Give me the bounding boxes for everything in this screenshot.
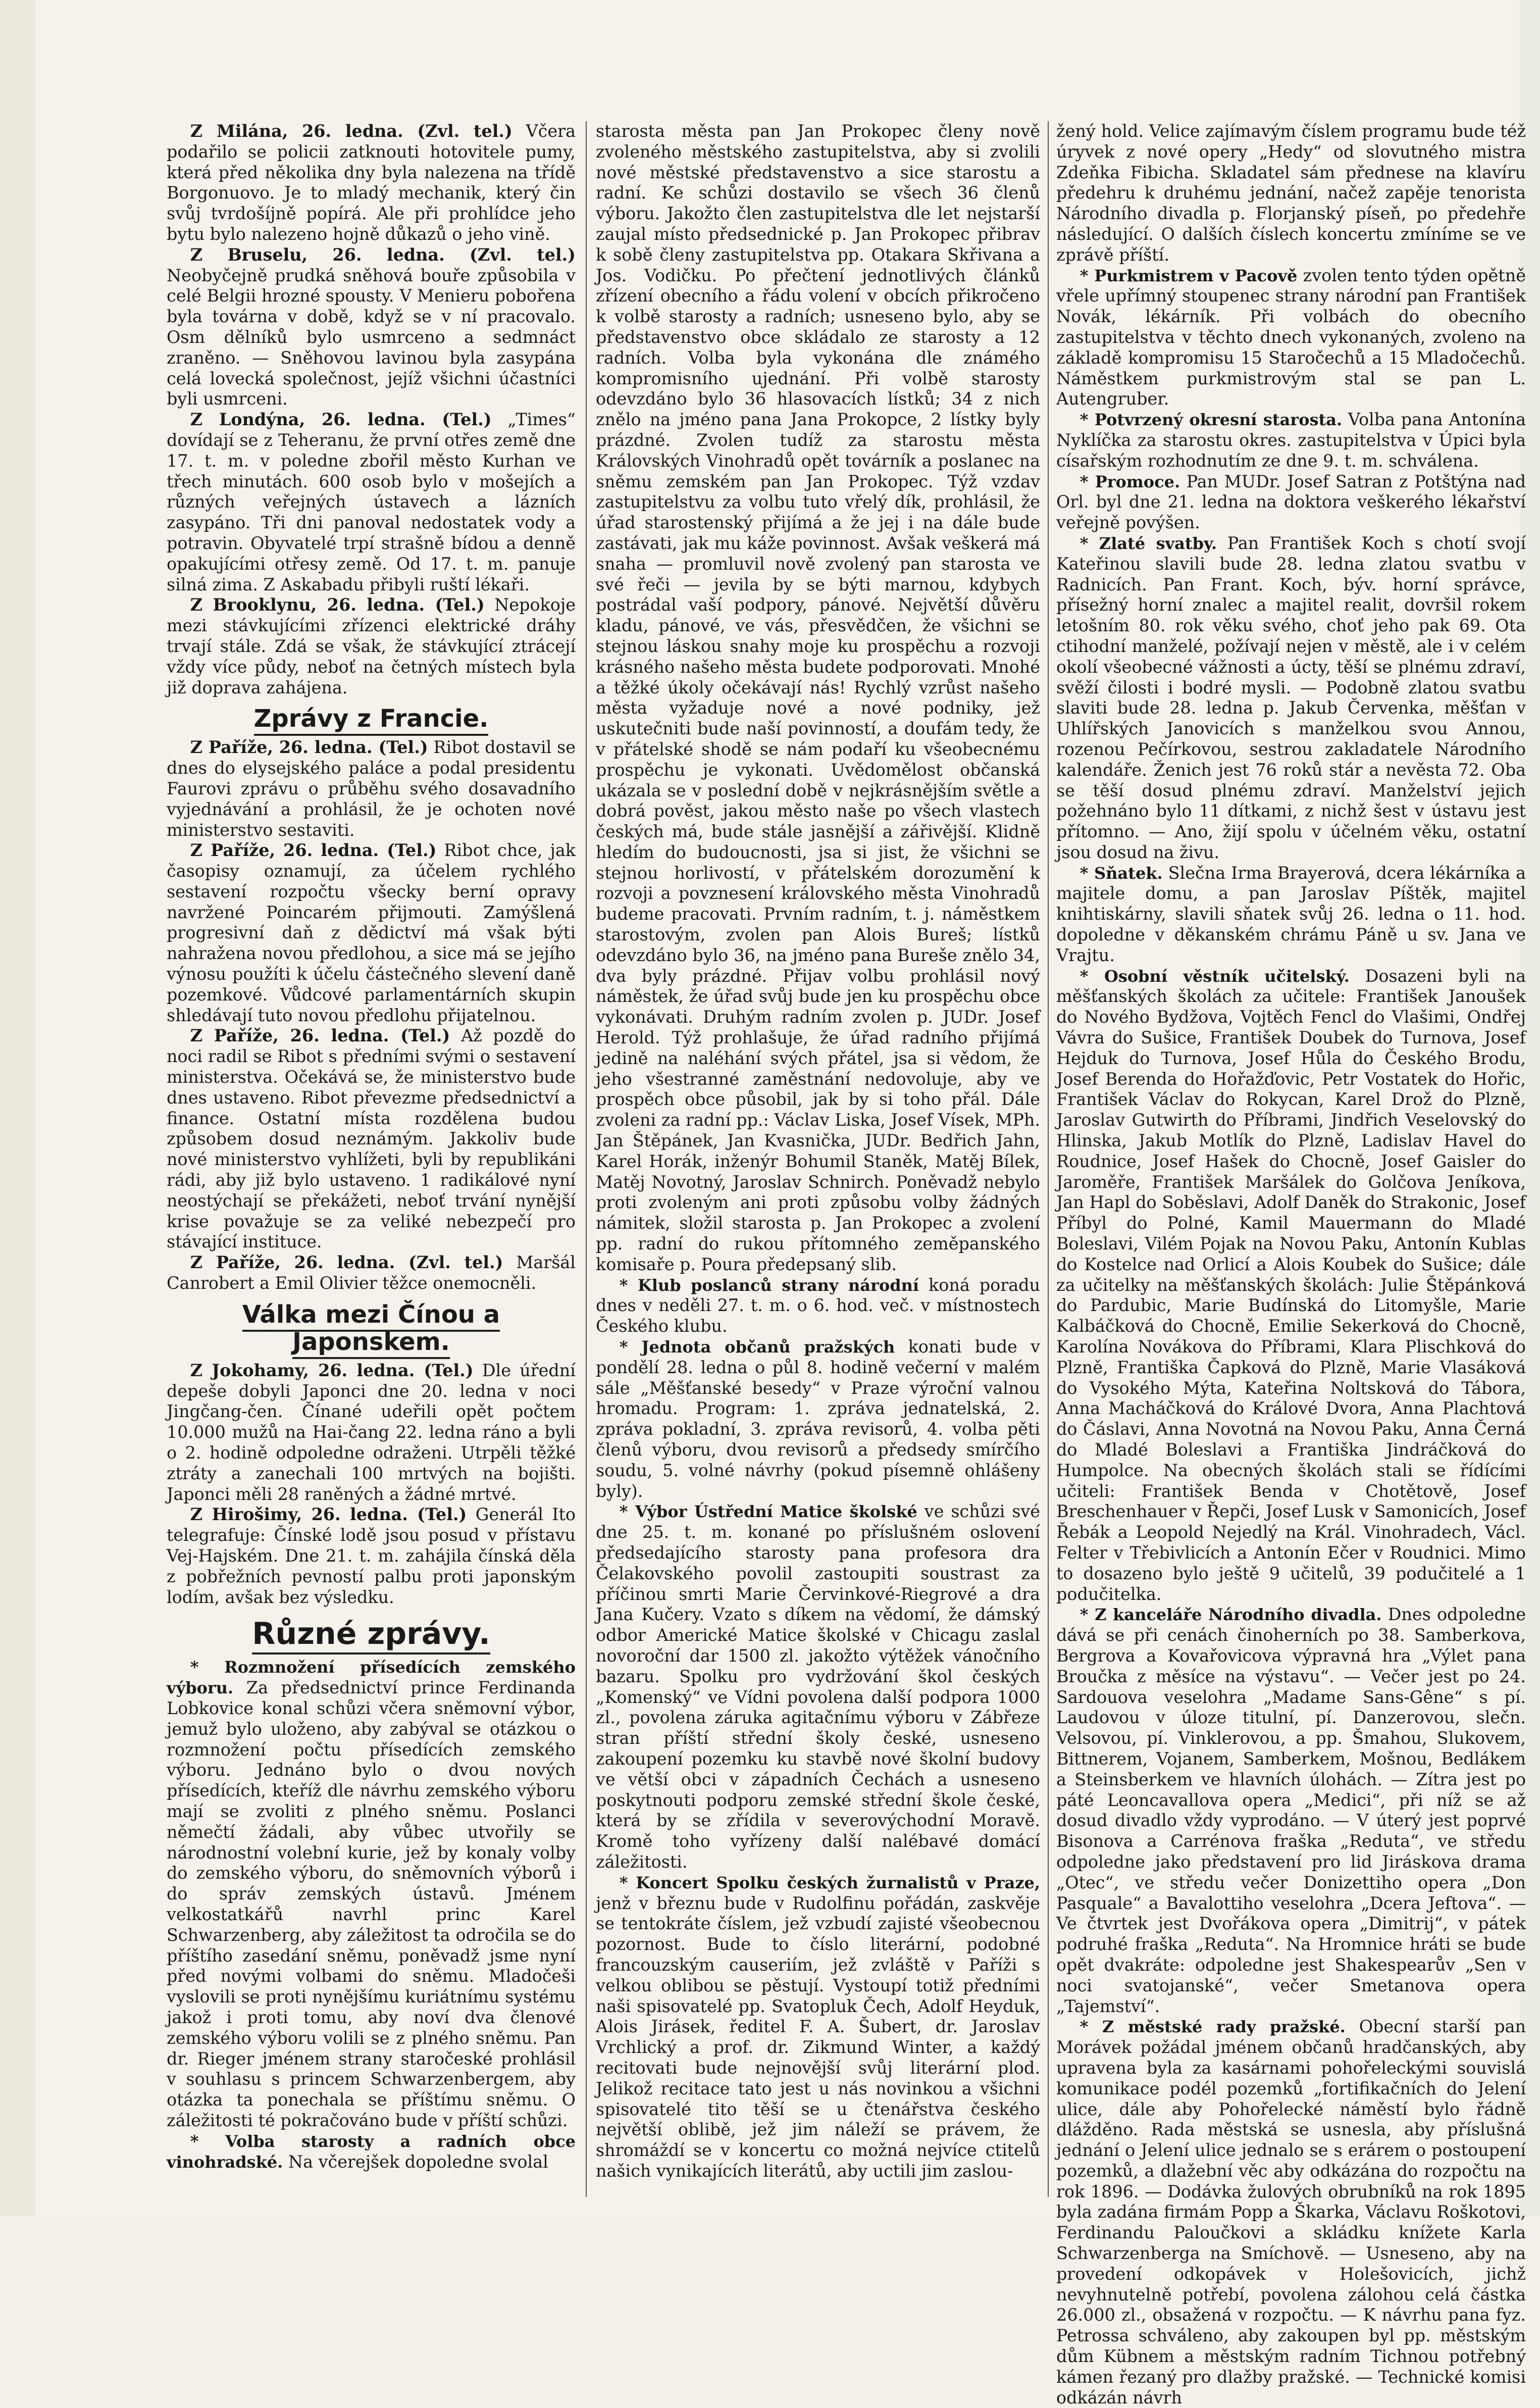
news-item-brussels: Z Bruselu, 26. ledna. (Zvl. tel.) Neobyčejně prudká sněhová bouře způsobila v celé Belgii hrozné spousty. V Menieru pobořena byla továrna v době, když se v ní pracovalo. Osm dělníků bylo usmrceno a sedmnáct zraněno. — Sněhovou lavinou byla zasypána celá lovecká společnost, jejíž všichni účastníci byli usmrceni.	[167, 244, 576, 409]
column-left	[167, 121, 576, 2197]
column-right	[1056, 121, 1526, 2407]
news-item-narodni-divadlo: * Z kanceláře Národního divadla. Dnes odpoledne dává se při cenách činoherních po 38. Samberkova, Bergrova a Kovařovicova výpravná hra „Výlet pana Broučka z měsíce na výstavu“. — Večer jest po 24. Sardouova veselohra „Madame Sans-Gêne“ s pí. Laudovou v úloze titulní, pí. Danzerovou, slečn. Velsovou, pí. Vinklerovou, a pp. Šmahou, Slukovem, Bittnerem, Vojanem, Samberkem, Mošnou, Bedlákem a Steinsberkem ve hlavních úlohách. — Zítra jest po páté Leoncavallova opera „Medici“, při níž se až dosud divadlo vždy vyprodáno. — V úterý jest poprvé Bisonova a Carrénova fraška „Reduta“, ve středu odpoledne jako představení pro lid Jiráskova drama „Otec“, ve středu večer Donizettiho opera „Don Pasquale“ a Bavalottiho veselohra „Dcera Jeftova“. — Ve čtvrtek jest Dvořákova opera „Dimitrij“, v pátek podruhé fraška „Reduta“. Na Hromnice hráti se bude opět dvakráte: odpoledne jest Shakespearův „Sen v noci svatojanské“, večer Smetanova opera „Tajemství“.	[1056, 1604, 1526, 2016]
news-item-yokohama: Z Jokohamy, 26. ledna. (Tel.) Dle úřední depeše dobyli Japonci dne 20. ledna v noci Jingčang-čen. Čínané udeřili opět počtem 10.000 mužů na Hai-čang 22. ledna ráno a byli o 2. hodině odpoledne odraženi. Utrpěli těžké ztráty a zanechali 100 mrtvých na bojišti. Japonci měli 28 raněných a žádné mrtvé.	[167, 1360, 576, 1504]
news-item-milan: Z Milána, 26. ledna. (Zvl. tel.) Včera podařilo se policii zatknouti hotovitele pumy, která před několika dny byla nalezena na třídě Borgonuovo. Je to mladý mechanik, který čin svůj tvrdošíjně popírá. Ale při prohlídce jeho bytu bylo nalezeno hojně důkazů o jeho vině.	[167, 121, 576, 244]
news-item-zlate-svatby: * Zlaté svatby. Pan František Koch s chotí svojí Kateřinou slavili bude 28. ledna zlatou svatbu v Radnicích. Pan Frant. Koch, býv. horní správce, přísežný horní znalec a majitel realit, dovršil rokem letošním 80. rok věku svého, choť jeho pak 69. Ota ctihodní manželé, požívají nejen v městě, ale i v celém okolí všeobecné vážnosti a úcty, těší se plnému zdraví, svěží čilosti i bodré mysli. — Podobně zlatou svatbu slaviti bude 28. ledna p. Jakub Červenka, měšťan v Uhlířských Janovicích s manželkou svou Annou, rozenou Pečírkovou, sestrou zakladatele Národního kalendáře. Ženich jest 76 roků stár a nevěsta 72. Oba se těší dosud plnému zdraví. Manželství jejich požehnáno bylo 11 dítkami, z nichž šest v ústavu jest přítomno. — Ano, žijí spolu v účelném věku, ostatní jsou dosud na živu.	[1056, 533, 1526, 862]
column-rule-right	[1048, 121, 1049, 2197]
column-rule-left	[586, 121, 587, 2197]
news-item-okresni-starosta: * Potvrzený okresní starosta. Volba pana Antonína Nyklíčka za starostu okres. zastupitelstva v Úpici byla císařským rozhodnutím ze dne 9. t. m. schválena.	[1056, 410, 1526, 471]
news-item-volba-starosty: * Volba starosty a radních obce vinohradské. Na včerejšek dopoledne svolal	[167, 2131, 576, 2172]
news-item-zemsky-vybor: * Rozmnožení přísedících zemského výboru. Za předsednictví prince Ferdinanda Lobkovice konal schůzi včera sněmovní výbor, jemuž bylo uloženo, aby zabýval se otázkou o rozmnožení počtu přísedících zemského výboru. Jednáno bylo o dvou nových přísedících, kteříž dle návrhu zemského výboru mají se zvoliti z plného sněmu. Poslanci němečtí žádali, aby vůbec utvořily se národnostní volební kurie, jež by konaly volby do zemského výboru, do sněmovních výborů i do správ zemských ústavů. Jménem velkostatkářů navrhl princ Karel Schwarzenberg, aby záležitost ta odročila se do příštího zasedání sněmu, poněvadž jsme nyní před novými volbami do sněmu. Mladočeši vyslovili se proti nynějšímu kuriátnímu systému jakož i proti tomu, aby noví dva členové zemského výboru volili se z plného sněmu. Pan dr. Rieger jménem strany staročeské prohlásil v souhlasu s princem Schwarzenbergem, aby otázka ta ponechala se příštímu sněmu. O záležitosti té pokračováno bude v příští schůzi.	[167, 1658, 576, 2130]
section-heading-misc: Různé zprávy.	[167, 1617, 576, 1651]
news-item-mestska-rada: * Z městské rady pražské. Obecní starší pan Morávek požádal jménem občanů hradčanských, aby upravena byla za kasárnami pohořeleckými souvislá komunikace podél pozemků „fortifikačních do Jelení ulice, dále aby Pohořelecké náměstí bylo řádně dlážděno. Rada městská se usnesla, aby příslušná jednání o Jelení ulice jednalo se s erárem o postoupení pozemků, a dlažební věc aby odkázána do rozpočtu na rok 1896. — Dodávka žulových obrubníků na rok 1895 byla zadána firmám Popp a Škarka, Václavu Roškotovi, Ferdinandu Paloučkovi a skládku knížete Karla Schwarzenberga na Smíchově. — Usneseno, aby na provedení odkopávek v Holešovicích, jichž nevyhnutelně potřebí, povolena zálohou celá částka 26.000 zl., obsažená v rozpočtu. — K návrhu pana fyz. Petrossa schváleno, aby zakoupen byl pp. městským dům Kübnem a městským radním Tichnou potřebný kámen řezaný pro dlažby pražské. — Technické komisi odkázán návrh	[1056, 2017, 1526, 2407]
column-middle	[596, 121, 1040, 2197]
news-item-london: Z Londýna, 26. ledna. (Tel.) „Times“ dovídají se z Teheranu, že první otřes země dne 17. t. m. v poledne zbořil město Kurhan ve třech minutách. 600 osob bylo v mošejích a různých veřejných ústavech a lázních zasypáno. Tři dni panoval nedostatek vody a potravin. Obyvatelé trpí strašně bídou a denně opakujícími otřesy země. Od 17. t. m. panuje silná zima. Z Askabadu přibyli ruští lékaři.	[167, 410, 576, 594]
news-item-matice-skolska: * Výbor Ústřední Matice školské ve schůzi své dne 25. t. m. konané po příslušném oslovení předsedajícího starosty pana profesora dra Čelakovského povolil zastoupiti soustrast za příčinou smrti Marie Červinkové-Riegrové a dra Jana Kučery. Vzato s díkem na vědomí, že dámský odbor Americké Matice školské v Chicagu zaslal novoroční dar 1500 zl. jakožto výtěžek vánočního bazaru. Spolku pro vydržování škol českých „Komenský“ ve Vídni povolena další podpora 1000 zl., povolena záruka agitačnímu výboru v Zábřeze stran příští střední školy české, usneseno zakoupení pozemku ku stavbě nové školní budovy ve větší obci v západních Čechách a usneseno poskytnouti podporu zemské střední škole české, která by se zřídila v severovýchodní Moravě. Kromě toho vyřízeny další nalébavé domácí záležitosti.	[596, 1501, 1041, 1872]
news-item-koncert-zurnalistu: * Koncert Spolku českých žurnalistů v Praze, jenž v březnu bude v Rudolfinu pořádán, zaskvěje se tentokráte číslem, jež vzbudí zajisté všeobecnou pozornost. Bude to číslo literární, podobné francouzským causeriím, jež zvláště v Paříži s velkou oblibou se pěstují. Vystoupí totiž předními naši spisovatelé pp. Svatopluk Čech, Adolf Heyduk, Alois Jirásek, ředitel F. A. Šubert, dr. Jaroslav Vrchlický a prof. dr. Zikmund Winter, a každý recitovati bude nejnovější svůj literární plod. Jelikož recitace tato jest u nás novinkou a všichni spisovatelé tito těší se u čtenářstva českého největší oblibě, jež jim náleží se právem, že shromáždí se v koncertu co možná nejvíce ctitelů našich vynikajících literátů, aby uctili jim zaslou-	[596, 1873, 1040, 2181]
news-item-vestnik-ucitelsky: * Osobní věstník učitelský. Dosazeni byli na měšťanských školách za učitele: František Janoušek do Nového Bydžova, Vojtěch Fencl do Vlašimi, Ondřej Vávra do Sušice, František Doubek do Turnova, Josef Hejduk do Turnova, Josef Hůla do Českého Brodu, Josef Berenda do Hořažďovic, Petr Vostatek do Hořic, František Václav do Rokycan, Karel Drož do Plzně, Jaroslav Gutwirth do Příbrami, Jindřich Veselovský do Hlinska, Jakub Motlík do Plzně, Ladislav Havel do Roudnice, Josef Hašek do Chocně, Josef Gaisler do Jaroměře, František Maršálek do Golčova Jeníkova, Jan Hapl do Soběslavi, Adolf Daněk do Strakonic, Josef Příbyl do Polné, Kamil Mauermann do Mladé Boleslavi, Vilém Pojak na Novou Paku, Antonín Kublas do Kostelce nad Orlicí a Alois Koubek do Sušice; dále za učitelky na měšťanských školách: Julie Štěpánková do Pardubic, Marie Budínská do Litomyšle, Marie Kalbáčková do Chocně, Emilie Sekerková do Chocně, Karolína Novákova do Příbrami, Klara Plischková do Plzně, Františka Čapková do Plzně, Marie Vlasáková do Vysokého Mýta, Kateřina Noltsková do Tábora, Anna Macháčková do Králové Dvora, Anna Plachtová do Čáslavi, Anna Novotná na Novou Paku, Anna Černá do Mladé Boleslavi a Františka Jindráčková do Humpolce. Na obecných školách stali se řídícími učiteli: František Benda v Chotětově, Josef Breschenhauer v Řepči, Josef Lusk v Samonicích, Josef Řebák a Leopold Nejedlý na Král. Vinohradech, Václ. Felter v Třebivlicích a Antonín Ečer v Roudnici. Mimo to dosazeno bylo ještě 9 učitelů, 39 podučitelé a 1 podučitelka.	[1056, 966, 1526, 1604]
news-item-purkmistr-pacov: * Purkmistrem v Pacově zvolen tento týden opětně vřele upřímný stoupenec strany národní pan František Novák, lékárník. Při volbách do obecního zastupitelstva v těchto dnech vykonaných, zvoleno na základě kompromisu 15 Staročechů a 15 Mladočechů. Náměstkem purkmistrovým stal se pan L. Autengruber.	[1056, 265, 1526, 409]
section-heading-war: Válka mezi Čínou a Japonskem.	[167, 1301, 576, 1356]
news-item-promoce: * Promoce. Pan MUDr. Josef Satran z Potštýna nad Orl. byl dne 21. ledna na doktora veškerého lékařství veřejně povýšen.	[1056, 471, 1526, 533]
news-item-jednota-obcanu: * Jednota občanů pražských konati bude v pondělí 28. ledna o půl 8. hodině večerní v malém sále „Měšťanské besedy“ v Praze výroční valnou hromadu. Program: 1. zpráva jednatelská, 2. zpráva pokladní, 3. zpráva revisorů, 4. volba pěti členů výboru, dvou revisorů a předsedy smírčího soudu, 5. volné návrhy (pokud písemně ohlášeny byly).	[596, 1337, 1040, 1501]
news-item-paris-2: Z Paříže, 26. ledna. (Tel.) Ribot chce, jak časopisy oznamují, za účelem rychlého sestavení rozpočtu všecky berní opravy navržené Poincarém přijmouti. Zamýšlená progresivní daň z dědictví má však býti nahražena novou předlohou, a sice má se jejího výnosu použíti k účelu částečného slevení daně pozemkové. Vůdcové parlamentárních skupin shledávají tuto novou předlohu přijatelnou.	[167, 840, 576, 1025]
page-margin-left	[0, 0, 35, 2217]
news-item-hiroshima: Z Hirošimy, 26. ledna. (Tel.) Generál Ito telegrafuje: Čínské lodě jsou posud v přístavu Vej-Hajském. Dne 21. t. m. zahájila čínská děla z pobřežních pevností palbu proti japonským lodím, avšak bez výsledku.	[167, 1504, 576, 1607]
news-item-paris-4: Z Paříže, 26. ledna. (Zvl. tel.) Maršál Canrobert a Emil Olivier těžce onemocněli.	[167, 1252, 576, 1293]
news-item-brooklyn: Z Brooklynu, 26. ledna. (Tel.) Nepokoje mezi stávkujícími zřízenci elektrické dráhy trvají stále. Zdá se však, že stávkující ztrácejí vždy více půdy, neboť na četných místech byla již doprava zahájena.	[167, 595, 576, 697]
news-item-paris-1: Z Paříže, 26. ledna. (Tel.) Ribot dostavil se dnes do elysejského paláce a podal presidentu Faurovi zprávu o průběhu svého dosavadního vyjednávání a prohlásil, že je ochoten nové ministerstvo sestaviti.	[167, 737, 576, 840]
news-item-klub-poslancu: * Klub poslanců strany národní koná poradu dnes v neděli 27. t. m. o 6. hod. več. v místnostech Českého klubu.	[596, 1275, 1041, 1336]
news-item-paris-3: Z Paříže, 26. ledna. (Tel.) Až pozdě do noci radil se Ribot s předními svými o sestavení ministerstva. Očekává se, že ministerstvo bude dnes ustaveno. Ribot převezme předsednictví a finance. Ostatní místa rozdělena budou způsobem dosud neznámým. Jakkoliv bude nové ministerstvo vyhlížeti, byli by republikáni rádi, aby již bylo ustaveno. 1 radikálové nyní neostýchají se překážeti, neboť trvání nynější krise považuje se za veliké nebezpečí pro stávající instituce.	[167, 1026, 576, 1252]
news-item-vinohrady-continued: starosta města pan Jan Prokopec členy nově zvoleného městského zastupitelstva, aby si zvolili nové městské představenstvo a sice starostu a radní. Ke schůzi dostavilo se všech 36 členů výboru. Jakožto člen zastupitelstva dle let nejstarší zaujal místo předsednické p. Jan Prokopec přibrav k sobě členy zastupitelstva pp. Otakara Skřivana a Jos. Vodičku. Po přečtení jednotlivých článků zřízení obecního a řádu volení v obcích přikročeno k volbě starosty a radních; usneseno bylo, aby se představenstvo obce skládalo ze starosty a 12 radních. Volba byla vykonána dle známého kompromisního ujednání. Při volbě starosty odevzdáno bylo 36 hlasovacích lístků; 34 z nich znělo na jméno pana Jana Prokopce, 2 lístky byly prázdné. Zvolen tudíž za starostu města Královských Vinohradů opět továrník a poslanec na sněmu zemském pan Jan Prokopec. Týž vzdav zastupitelstvu za volbu tuto vřelý dík, prohlásil, že úřad starostenský přijímá a že jej i na dále bude zastávati, jak mu káže povinnost. Avšak veškerá má snaha — promluvil nově zvolený pan starosta ve své řeči — jevila by se býti marnou, kdybych postrádal vaší podpory, pánové. Největší důvěru kladu, pánové, ve vás, přesvědčen, že všichni se stejnou láskou snahy moje ku prospěchu a rozvoji krásného našeho města budete podporovati. Mnohé a těžké úkoly očekávají nás! Rychlý vzrůst našeho města vyžaduje nové a nové podniky, jež uskutečniti bude naší povinností, a doufám tedy, že v přátelské shodě se nám podaří ku všeobecnému prospěchu je vykonati. Uvědomělost občanská ukázala se v poslední době v nejkrásnějším světle a dobrá pověst, jakou město naše po všech vlastech českých má, bude stále jasnější a zářivější. Klidně hledím do budoucnosti, jsa si jist, že všichni se stejnou horlivostí, v přátelském dorozumění k rozvoji a povznesení královského města Vinohradů budeme pracovati. Prvním radním, t. j. náměstkem starostovým, zvolen pan Alois Bureš; lístků odevzdáno bylo 36, na jméno pana Bureše znělo 34, dva byly prázdné. Přijav volbu prohlásil nový náměstek, že úřad svůj bude jen ku prospěchu obce vykonávati. Druhým radním zvolen p. JUDr. Josef Herold. Týž prohlašuje, že úřad radního přijímá jedině na naléhání svých přátel, jsa si vědom, že jeho všestranné zaměstnání nedovoluje, aby ve prospěch obce působil, jak by si toho přál. Dále zvoleni za radní pp.: Václav Liska, Josef Vísek, MPh. Jan Štěpánek, Jan Kvasnička, JUDr. Bedřich Jahn, Karel Horák, inženýr Bohumil Staněk, Matěj Bílek, Matěj Novotný, Jaroslav Schnirch. Poněvadž nebylo proti zvoleným ani proti způsobu volby žádných námitek, složil starosta p. Jan Prokopec a zvolení pp. radní do rukou přítomného zeměpanského komisaře p. Poura předepsaný slib.	[596, 121, 1040, 1274]
section-heading-france: Zprávy z Francie.	[167, 705, 576, 732]
news-item-koncert-continued: žený hold. Velice zajímavým číslem programu bude též úryvek z nové opery „Hedy“ od slovutného mistra Zdeňka Fibicha. Skladatel sám přednese na klavíru předehru k druhému jednání, načež zapěje tenorista Národního divadla p. Florjanský píseň, po předehře následující. O dalších číslech koncertu zmíníme se ve zprávě příští.	[1056, 121, 1526, 265]
news-item-snatek: * Sňatek. Slečna Irma Brayerová, dcera lékárníka a majitele domu, a pan Jaroslav Píštěk, majitel knihtiskárny, slavili sňatek svůj 26. ledna o 11. hod. dopoledne v děkanském chrámu Páně u sv. Jana ve Vrajtu.	[1056, 863, 1526, 965]
